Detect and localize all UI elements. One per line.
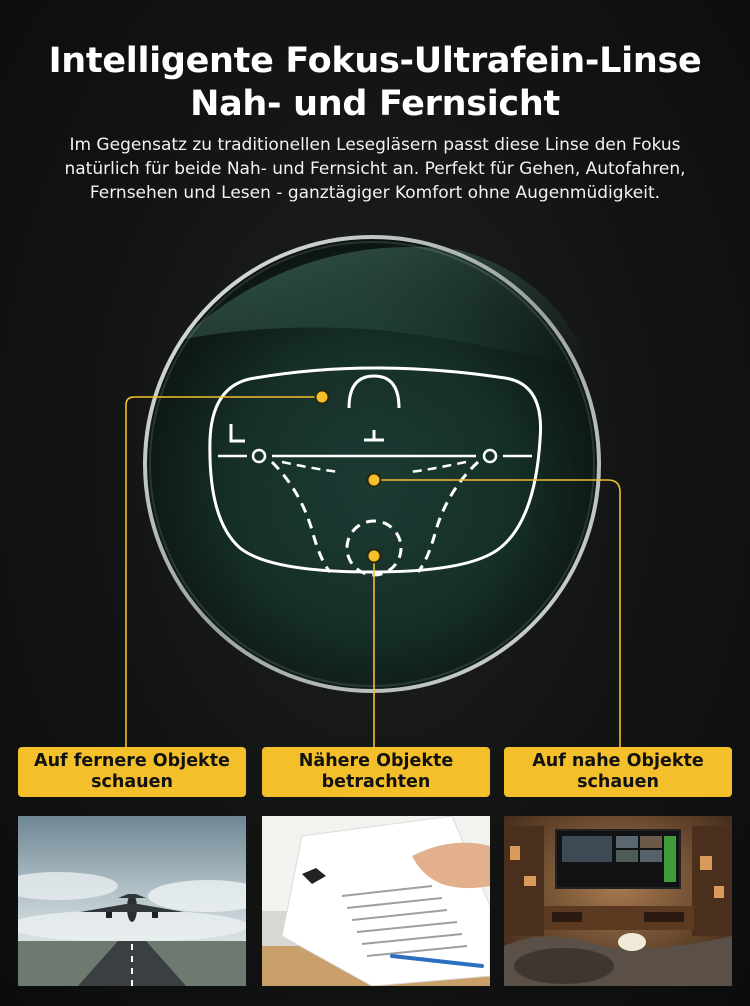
airplane-runway-photo <box>18 816 246 986</box>
reading-document-photo <box>262 816 490 986</box>
label-near-vision: Auf nahe Objekte schauen <box>504 747 732 797</box>
far-focus-dot <box>316 391 329 404</box>
title-line-1: Intelligente Fokus-Ultrafein-Linse <box>48 41 702 81</box>
label-intermediate-vision: Nähere Objekte betrachten <box>262 747 490 797</box>
near-focus-dot <box>368 550 381 563</box>
page-subtitle: Im Gegensatz zu traditionellen Lesegläsern passt diese Linse den Fokus natürlich für beide Nah- und Fernsicht an. Perfekt für Gehen, Autofahren, Fernsehen und Lesen - ganztägiger Komfort ohne Augenmüdigkeit. <box>64 135 686 203</box>
intermediate-focus-dot <box>368 474 381 487</box>
label-far-vision: Auf fernere Objekte schauen <box>18 747 246 797</box>
tv-living-room-photo <box>504 816 732 986</box>
title-line-2: Nah- und Fernsicht <box>190 84 560 124</box>
